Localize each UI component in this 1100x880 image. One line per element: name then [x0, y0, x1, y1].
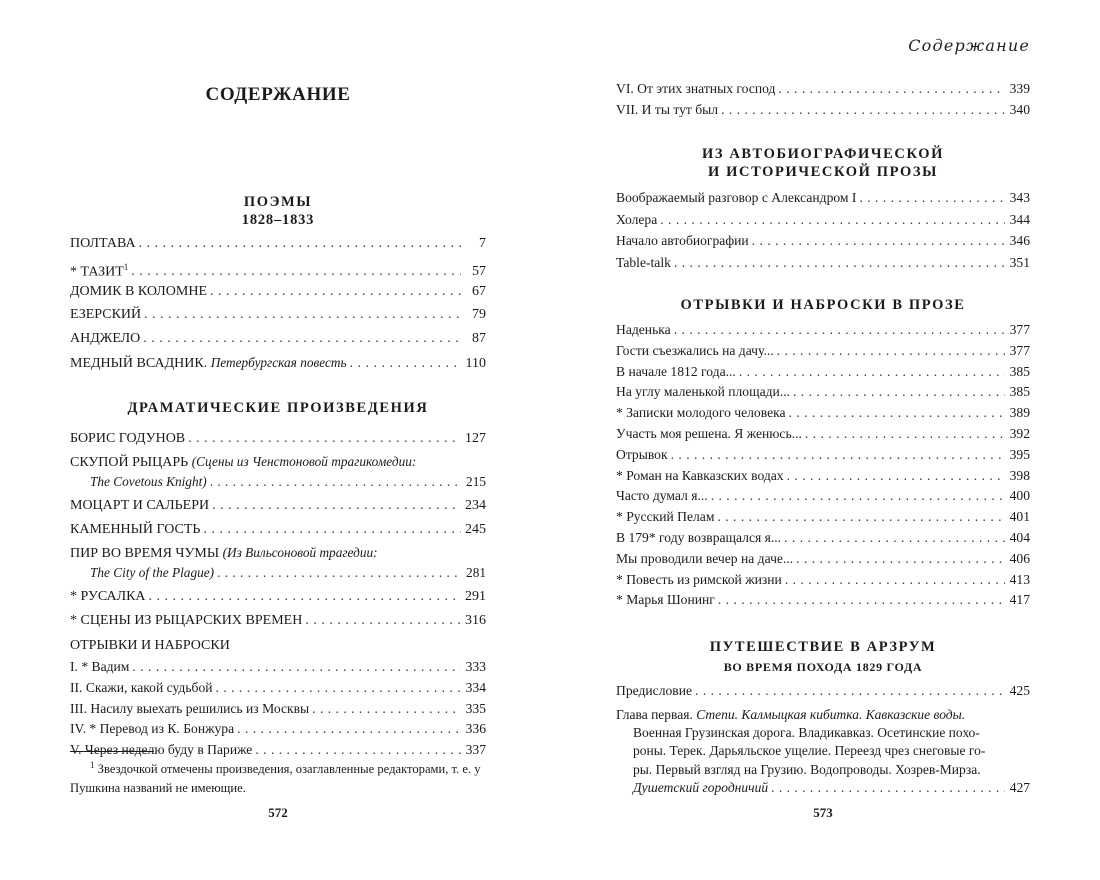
prose-heading	[616, 145, 1030, 181]
continued-list	[616, 79, 1030, 121]
poems-years: 1828–1833	[241, 212, 315, 228]
entry-page: 67	[472, 283, 486, 299]
entry-title: IV. * Перевод из К. Бонжура	[70, 721, 235, 737]
entry-page: 404	[1009, 529, 1030, 545]
entry-title: Мы проводили вечер на даче...	[616, 550, 794, 566]
entry-page: 413	[1009, 571, 1030, 587]
entry-page: 377	[1009, 342, 1030, 358]
entry-page: 335	[465, 700, 486, 716]
footnote-text: Звездочкой отмечены произведения, озаглавленные редакторами, т. е. у Пушкина названий не имеющие.	[70, 762, 481, 796]
leader-dots	[674, 252, 1005, 274]
entry-title: * Русский Пелам	[616, 509, 715, 525]
entry-page: 395	[1009, 446, 1030, 462]
entry-title: Начало автобиографии	[616, 233, 749, 248]
entry-title: III. Насилу выехать решились из Москвы	[70, 700, 310, 716]
leader-dots	[660, 209, 1005, 231]
toc-entry-sketch[interactable]	[616, 445, 1030, 466]
entry-page: 234	[465, 497, 486, 513]
journey-list	[616, 681, 1030, 702]
chapter-contents-end: Душетский городничий	[633, 779, 769, 795]
toc-entry-mozart[interactable]	[70, 494, 486, 518]
entry-title: VII. И ты тут был	[616, 101, 719, 117]
entry-page: 291	[465, 589, 486, 605]
leader-dots	[717, 507, 1005, 528]
drama-heading	[70, 399, 486, 417]
entry-page: 406	[1009, 550, 1030, 566]
entry-title: * Роман на Кавказских водах	[616, 467, 784, 483]
entry-title: В 179* году возвращался я...	[616, 529, 782, 545]
toc-entry-sketch[interactable]	[616, 549, 1030, 570]
toc-entry-fragment-2[interactable]	[70, 678, 486, 699]
entry-title-line	[70, 543, 486, 564]
entry-note: (Из Вильсоновой трагедии:	[222, 545, 378, 561]
entry-title: VI. От этих знатных господ	[616, 81, 776, 96]
leader-dots	[132, 657, 461, 678]
leader-dots	[216, 678, 461, 699]
leader-dots	[671, 445, 1005, 466]
entry-title	[70, 351, 347, 376]
leader-dots	[787, 466, 1005, 487]
entry-title: Часто думал я...	[616, 488, 708, 504]
toc-entry-avtobiografiya[interactable]	[616, 230, 1030, 252]
chapter-line-4: ры. Первый взгляд на Грузию. Водопроводы. Хозрев-Мирза.	[633, 761, 981, 777]
leader-dots	[149, 585, 461, 609]
poems-heading	[70, 193, 486, 229]
entry-page: 346	[1009, 233, 1030, 248]
entry-title: В начале 1812 года...	[616, 363, 736, 379]
chapter-line-1	[616, 706, 1030, 724]
leader-dots	[778, 79, 1005, 100]
entry-subtitle: Петербургская повесть	[210, 354, 347, 370]
entry-page: 245	[465, 521, 486, 537]
toc-entry-sketch[interactable]	[616, 403, 1030, 424]
entry-page: 401	[1009, 509, 1030, 525]
entry-page: 334	[465, 679, 486, 695]
entry-continuation	[70, 473, 486, 491]
entry-page: 385	[1009, 363, 1030, 379]
entry-page: 127	[465, 431, 486, 446]
leader-dots	[789, 403, 1005, 424]
leader-dots	[718, 590, 1005, 611]
entry-note-cont: The City of the Plague)	[90, 565, 215, 581]
left-page	[70, 0, 486, 880]
toc-entry-chapter-1[interactable]	[616, 706, 1030, 797]
leader-dots	[796, 549, 1005, 570]
entry-page: 337	[465, 742, 486, 758]
footnote-number: 1	[90, 760, 95, 770]
leader-dots	[350, 352, 461, 376]
toc-entry-sketch[interactable]	[616, 570, 1030, 591]
entry-page: 389	[1009, 405, 1030, 421]
toc-title: СОДЕРЖАНИЕ	[205, 84, 351, 105]
leader-dots	[212, 494, 461, 518]
leader-dots	[777, 341, 1005, 362]
entry-title: * Марья Шонинг	[616, 592, 715, 608]
toc-entry-rusalka[interactable]	[70, 585, 486, 609]
leader-dots	[312, 699, 461, 720]
leader-dots	[859, 187, 1005, 209]
journey-heading-text: ПУТЕШЕСТВИЕ В АРЗРУМ	[709, 639, 937, 655]
leader-dots	[210, 473, 461, 491]
leader-dots	[203, 518, 461, 542]
leader-dots	[739, 362, 1005, 383]
leader-dots	[305, 609, 461, 633]
toc-entry-medny-vsadnik[interactable]	[70, 351, 486, 375]
entry-page: 336	[465, 721, 486, 737]
toc-entry-fragment-7[interactable]	[616, 100, 1030, 121]
leader-dots	[752, 230, 1005, 252]
toc-entry-tazit[interactable]	[70, 256, 486, 280]
toc-entry-fragment-3[interactable]	[70, 699, 486, 720]
entry-page: 57	[472, 264, 486, 280]
entry-title: II. Скажи, какой судьбой	[70, 679, 213, 695]
sketches-list	[616, 320, 1030, 611]
entry-continuation	[70, 564, 486, 582]
entry-title: КАМЕННЫЙ ГОСТЬ	[70, 521, 201, 537]
entry-title: * РУСАЛКА	[70, 589, 146, 605]
leader-dots	[217, 564, 461, 582]
prose-list	[616, 187, 1030, 273]
toc-entry-sketch[interactable]	[616, 486, 1030, 507]
drama-list	[70, 427, 486, 761]
entry-title: Гости съезжались на дачу...	[616, 342, 774, 358]
sketches-heading-text: ОТРЫВКИ И НАБРОСКИ В ПРОЗЕ	[680, 297, 966, 313]
entry-title-text: * ТАЗИТ	[70, 264, 124, 280]
toc-entry-sketch[interactable]	[616, 424, 1030, 445]
toc-entry-sketch[interactable]	[616, 341, 1030, 362]
toc-entry-fragment-4[interactable]	[70, 719, 486, 740]
leader-dots	[210, 280, 461, 304]
page-number-left: 572	[268, 805, 288, 820]
toc-entry-poltava[interactable]	[70, 232, 486, 256]
toc-entry-andzhelo[interactable]	[70, 327, 486, 351]
entry-page: 316	[465, 613, 486, 629]
entry-title: Наденька	[616, 322, 671, 337]
chapter-contents: Степи. Калмыцкая кибитка. Кавказские воды.	[696, 707, 966, 722]
toc-entry-boris[interactable]	[70, 427, 486, 451]
poems-heading-text: ПОЭМЫ	[243, 194, 313, 210]
toc-entry-sketch[interactable]	[616, 507, 1030, 528]
toc-entry-table-talk[interactable]	[616, 252, 1030, 274]
journey-heading	[616, 638, 1030, 676]
leader-dots	[143, 327, 461, 351]
entry-title: МОЦАРТ И САЛЬЕРИ	[70, 497, 210, 513]
toc-entry-sketch[interactable]	[616, 382, 1030, 403]
entry-title: ПИР ВО ВРЕМЯ ЧУМЫ	[70, 546, 220, 562]
toc-entry-sketch[interactable]	[616, 466, 1030, 487]
entry-page: 417	[1009, 592, 1030, 608]
toc-entry-domik[interactable]	[70, 280, 486, 304]
running-head: Содержание	[908, 36, 1030, 55]
footnote-rule	[70, 751, 154, 752]
entry-title: СКУПОЙ РЫЦАРЬ	[70, 454, 189, 470]
toc-entry-sceny[interactable]	[70, 609, 486, 633]
leader-dots	[144, 303, 461, 327]
leader-dots	[784, 528, 1005, 549]
poems-list	[70, 232, 486, 375]
entry-title: Отрывок	[616, 446, 668, 462]
entry-page: 87	[472, 331, 486, 347]
footnote	[70, 756, 486, 798]
toc-entry-sketch[interactable]	[616, 362, 1030, 383]
entry-title: Холера	[616, 211, 658, 227]
entry-page: 79	[472, 307, 486, 323]
leader-dots	[721, 100, 1005, 121]
toc-entry-razgovor[interactable]	[616, 187, 1030, 209]
toc-entry-sketch[interactable]	[616, 528, 1030, 549]
toc-entry-preface[interactable]	[616, 681, 1030, 702]
entry-page: 425	[1009, 683, 1030, 698]
chapter-line-5	[616, 779, 1030, 797]
footnote-mark: 1	[123, 261, 129, 272]
entry-title: Table-talk	[616, 254, 671, 270]
entry-title: На углу маленькой площади...	[616, 384, 790, 400]
toc-entry-skupoy[interactable]	[70, 452, 486, 491]
leader-dots	[711, 486, 1005, 507]
entry-page: 7	[479, 236, 486, 251]
entry-page: 343	[1009, 190, 1030, 205]
entry-title: АНДЖЕЛО	[70, 331, 141, 347]
leader-dots	[805, 424, 1005, 445]
drama-heading-text: ДРАМАТИЧЕСКИЕ ПРОИЗВЕДЕНИЯ	[127, 400, 429, 416]
chapter-line-2: Военная Грузинская дорога. Владикавказ. Осетинские похо-	[633, 725, 980, 741]
entry-page: 398	[1009, 467, 1030, 483]
prose-heading-line1: ИЗ АВТОБИОГРАФИЧЕСКОЙ	[701, 146, 945, 162]
entry-page: 344	[1009, 211, 1030, 227]
leader-dots	[188, 427, 461, 451]
toc-entry-pir[interactable]	[70, 543, 486, 582]
entry-page: 281	[466, 565, 486, 581]
chapter-label: Глава первая.	[616, 707, 693, 722]
entry-page: 392	[1009, 425, 1030, 441]
entry-title: ДОМИК В КОЛОМНЕ	[70, 283, 208, 299]
entry-title: * Записки молодого человека	[616, 405, 786, 421]
entry-page: 400	[1009, 488, 1030, 504]
toc-entry-ezersky[interactable]	[70, 303, 486, 327]
toc-entry-sketch[interactable]	[616, 320, 1030, 341]
page-number-right: 573	[813, 805, 833, 820]
sketches-heading	[616, 296, 1030, 314]
leader-dots	[139, 232, 461, 256]
right-page	[616, 0, 1030, 880]
toc-entry-fragment-1[interactable]	[70, 657, 486, 678]
entry-page: 427	[1009, 779, 1030, 795]
leader-dots	[237, 719, 461, 740]
entry-note-cont: The Covetous Knight)	[90, 473, 207, 489]
entry-page: 110	[465, 355, 486, 371]
entry-title: БОРИС ГОДУНОВ	[70, 431, 186, 446]
entry-title: ПОЛТАВА	[70, 236, 136, 251]
entry-title: * Повесть из римской жизни	[616, 571, 782, 587]
entry-page: 340	[1009, 101, 1030, 117]
leader-dots	[674, 320, 1005, 341]
toc-entry-sketch[interactable]	[616, 590, 1030, 611]
entry-title: Предисловие	[616, 683, 693, 698]
entry-page: 339	[1009, 81, 1030, 96]
entry-note: (Сцены из Ченстоновой трагикомедии:	[191, 453, 417, 469]
entry-page: 333	[465, 658, 486, 674]
entry-page: 385	[1009, 384, 1030, 400]
entry-title: Воображаемый разговор с Александром I	[616, 190, 857, 205]
toc-entry-fragment-6[interactable]	[616, 79, 1030, 100]
chapter-line-3: роны. Терек. Дарьяльское ущелие. Переезд чрез снеговые го-	[633, 743, 986, 759]
entry-title: V. Через неделю буду в Париже	[70, 742, 253, 758]
journey-subheading: ВО ВРЕМЯ ПОХОДА 1829 ГОДА	[723, 660, 923, 674]
entry-title-line	[70, 452, 486, 473]
leader-dots	[695, 681, 1005, 702]
entry-page: 215	[466, 473, 486, 489]
entry-page: 377	[1009, 322, 1030, 337]
fragments-heading: ОТРЫВКИ И НАБРОСКИ	[70, 637, 230, 653]
leader-dots	[771, 779, 1005, 797]
toc-entry-holera[interactable]	[616, 209, 1030, 231]
entry-title: ЕЗЕРСКИЙ	[70, 307, 142, 323]
entry-page: 351	[1009, 254, 1030, 270]
entry-title: I. * Вадим	[70, 658, 130, 674]
prose-heading-line2: И ИСТОРИЧЕСКОЙ ПРОЗЫ	[708, 164, 938, 180]
leader-dots	[785, 570, 1005, 591]
leader-dots	[793, 382, 1005, 403]
toc-entry-kamenny-gost[interactable]	[70, 518, 486, 542]
entry-title: Участь моя решена. Я женюсь...	[616, 425, 802, 441]
entry-title: * СЦЕНЫ ИЗ РЫЦАРСКИХ ВРЕМЕН	[70, 613, 303, 629]
entry-title-text: МЕДНЫЙ ВСАДНИК.	[70, 355, 208, 371]
